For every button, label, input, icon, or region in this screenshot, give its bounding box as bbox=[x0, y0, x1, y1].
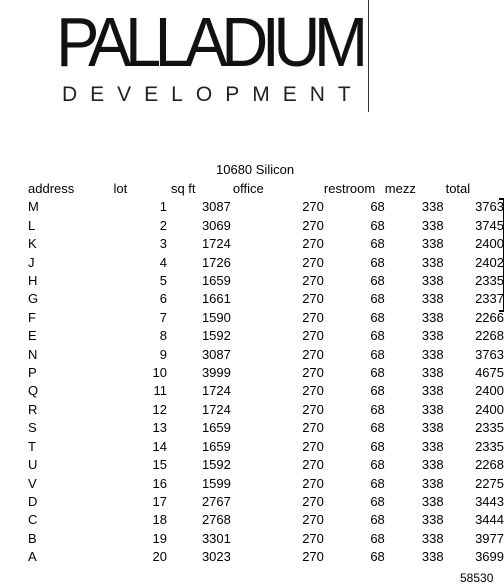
cell-total: 2400 bbox=[475, 383, 504, 399]
cell-sqft: 1659 bbox=[201, 438, 231, 454]
cell-sqft: 3023 bbox=[201, 549, 231, 565]
cell-office: 270 bbox=[302, 309, 324, 325]
cell-lot: 8 bbox=[159, 328, 167, 344]
cell-office: 270 bbox=[302, 254, 324, 270]
cell-restroom: 68 bbox=[370, 438, 385, 454]
logo-divider bbox=[368, 0, 369, 112]
header-address: address bbox=[28, 181, 75, 196]
cell-office: 270 bbox=[302, 236, 324, 252]
cell-restroom: 68 bbox=[370, 309, 385, 325]
cell-lot: 10 bbox=[152, 365, 167, 381]
cell-office: 270 bbox=[302, 328, 324, 344]
cell-restroom: 68 bbox=[370, 365, 385, 381]
cell-sqft: 1590 bbox=[201, 309, 231, 325]
cell-lot: 20 bbox=[152, 549, 167, 565]
header-mezz: mezz bbox=[384, 181, 416, 196]
cell-address: B bbox=[28, 530, 37, 546]
cell-restroom: 68 bbox=[370, 346, 385, 362]
cell-mezz: 338 bbox=[421, 401, 444, 417]
cell-lot: 14 bbox=[152, 438, 167, 454]
cell-total: 3763 bbox=[475, 346, 504, 362]
table-row bbox=[0, 198, 504, 216]
header-sqft: sq ft bbox=[170, 181, 196, 196]
cell-sqft: 1724 bbox=[201, 236, 231, 252]
cell-lot: 4 bbox=[159, 254, 167, 270]
cell-address: Q bbox=[28, 383, 39, 399]
cell-sqft: 1592 bbox=[201, 328, 231, 344]
cell-mezz: 338 bbox=[421, 236, 444, 252]
cell-total: 2337 bbox=[475, 291, 504, 307]
cell-restroom: 68 bbox=[370, 493, 385, 509]
cell-total: 2268 bbox=[475, 457, 504, 473]
cell-address: L bbox=[28, 217, 36, 233]
cell-lot: 16 bbox=[152, 475, 167, 491]
cell-sqft: 3301 bbox=[201, 530, 231, 546]
table-body bbox=[0, 198, 504, 566]
cell-total: 3444 bbox=[475, 512, 504, 528]
cell-address: P bbox=[28, 365, 37, 381]
table-row bbox=[0, 493, 504, 511]
cell-total: 2335 bbox=[475, 273, 504, 289]
cell-total: 3699 bbox=[475, 549, 504, 565]
cell-mezz: 338 bbox=[421, 530, 444, 546]
table-row bbox=[0, 327, 504, 345]
cell-address: N bbox=[28, 346, 38, 362]
cell-address: K bbox=[28, 236, 37, 252]
cell-sqft: 1599 bbox=[201, 475, 231, 491]
cell-restroom: 68 bbox=[370, 291, 385, 307]
cell-office: 270 bbox=[302, 512, 324, 528]
cell-total: 3977 bbox=[475, 530, 504, 546]
cell-total: 3443 bbox=[475, 493, 504, 509]
cell-restroom: 68 bbox=[370, 530, 385, 546]
cell-sqft: 1659 bbox=[201, 273, 231, 289]
cell-lot: 19 bbox=[152, 530, 167, 546]
cell-office: 270 bbox=[302, 549, 324, 565]
header-lot: lot bbox=[113, 181, 128, 196]
header-total: total bbox=[445, 181, 471, 196]
cell-mezz: 338 bbox=[421, 512, 444, 528]
cell-address: G bbox=[28, 291, 39, 307]
cell-address: D bbox=[28, 493, 38, 509]
table-row bbox=[0, 364, 504, 382]
cell-mezz: 338 bbox=[421, 420, 444, 436]
cell-restroom: 68 bbox=[370, 273, 385, 289]
logo-wordmark: PALLADIUM bbox=[56, 3, 362, 81]
cell-office: 270 bbox=[302, 365, 324, 381]
cell-mezz: 338 bbox=[421, 328, 444, 344]
cell-mezz: 338 bbox=[421, 549, 444, 565]
cell-restroom: 68 bbox=[370, 512, 385, 528]
cell-mezz: 338 bbox=[421, 291, 444, 307]
cell-office: 270 bbox=[302, 420, 324, 436]
cell-mezz: 338 bbox=[421, 493, 444, 509]
table-row bbox=[0, 438, 504, 456]
cell-address: U bbox=[28, 457, 38, 473]
grand-total: 58530 bbox=[460, 571, 494, 585]
cell-sqft: 1661 bbox=[201, 291, 231, 307]
table-row bbox=[0, 419, 504, 437]
cell-total: 2335 bbox=[475, 438, 504, 454]
cell-office: 270 bbox=[302, 457, 324, 473]
cell-sqft: 2768 bbox=[201, 512, 231, 528]
cell-office: 270 bbox=[302, 383, 324, 399]
cell-total: 2400 bbox=[475, 401, 504, 417]
cell-office: 270 bbox=[302, 199, 324, 215]
cell-office: 270 bbox=[302, 493, 324, 509]
table-row bbox=[0, 511, 504, 529]
cell-address: J bbox=[28, 254, 35, 270]
cell-office: 270 bbox=[302, 346, 324, 362]
table-row bbox=[0, 382, 504, 400]
cell-office: 270 bbox=[302, 438, 324, 454]
cell-address: S bbox=[28, 420, 37, 436]
cell-restroom: 68 bbox=[370, 199, 385, 215]
cell-address: R bbox=[28, 401, 38, 417]
table-header-row bbox=[0, 180, 504, 198]
cell-sqft: 3087 bbox=[201, 346, 231, 362]
cell-lot: 3 bbox=[159, 236, 167, 252]
cell-mezz: 338 bbox=[421, 365, 444, 381]
cell-office: 270 bbox=[302, 291, 324, 307]
cell-lot: 15 bbox=[152, 457, 167, 473]
cell-mezz: 338 bbox=[421, 273, 444, 289]
cell-address: M bbox=[28, 199, 39, 215]
table-row bbox=[0, 290, 504, 308]
cell-address: V bbox=[28, 475, 37, 491]
cell-restroom: 68 bbox=[370, 549, 385, 565]
cell-total: 4675 bbox=[475, 365, 504, 381]
cell-total: 3763 bbox=[475, 199, 504, 215]
cell-restroom: 68 bbox=[370, 328, 385, 344]
cell-total: 2268 bbox=[475, 328, 504, 344]
cell-mezz: 338 bbox=[421, 309, 444, 325]
cell-restroom: 68 bbox=[370, 254, 385, 270]
cell-lot: 7 bbox=[159, 309, 167, 325]
cell-lot: 5 bbox=[159, 273, 167, 289]
cell-lot: 9 bbox=[159, 346, 167, 362]
logo-subtitle: DEVELOPMENT bbox=[62, 83, 364, 106]
table-row bbox=[0, 456, 504, 474]
units-table bbox=[0, 180, 504, 567]
cell-office: 270 bbox=[302, 530, 324, 546]
cell-lot: 2 bbox=[159, 217, 167, 233]
cell-sqft: 2767 bbox=[201, 493, 231, 509]
cell-office: 270 bbox=[302, 217, 324, 233]
header-restroom: restroom bbox=[323, 181, 376, 196]
cell-office: 270 bbox=[302, 475, 324, 491]
table-row bbox=[0, 475, 504, 493]
cell-sqft: 3087 bbox=[201, 199, 231, 215]
row-group-bracket bbox=[499, 198, 504, 312]
cell-address: A bbox=[28, 549, 37, 565]
table-row bbox=[0, 401, 504, 419]
cell-sqft: 1724 bbox=[201, 383, 231, 399]
cell-address: H bbox=[28, 273, 38, 289]
property-address: 10680 Silicon bbox=[216, 162, 295, 177]
cell-restroom: 68 bbox=[370, 383, 385, 399]
table-row bbox=[0, 235, 504, 253]
table-row bbox=[0, 272, 504, 290]
cell-lot: 13 bbox=[152, 420, 167, 436]
table-row bbox=[0, 309, 504, 327]
cell-mezz: 338 bbox=[421, 199, 444, 215]
table-row bbox=[0, 254, 504, 272]
cell-mezz: 338 bbox=[421, 383, 444, 399]
header-office: office bbox=[232, 181, 264, 196]
cell-office: 270 bbox=[302, 401, 324, 417]
cell-mezz: 338 bbox=[421, 217, 444, 233]
table-row bbox=[0, 530, 504, 548]
cell-address: E bbox=[28, 328, 37, 344]
cell-lot: 17 bbox=[152, 493, 167, 509]
cell-sqft: 3999 bbox=[201, 365, 231, 381]
cell-sqft: 1659 bbox=[201, 420, 231, 436]
cell-restroom: 68 bbox=[370, 457, 385, 473]
cell-lot: 6 bbox=[159, 291, 167, 307]
cell-mezz: 338 bbox=[421, 254, 444, 270]
table-row bbox=[0, 217, 504, 235]
cell-address: F bbox=[28, 309, 36, 325]
cell-sqft: 1726 bbox=[201, 254, 231, 270]
cell-address: C bbox=[28, 512, 38, 528]
cell-sqft: 3069 bbox=[201, 217, 231, 233]
palladium-logo bbox=[56, 3, 366, 112]
cell-total: 2335 bbox=[475, 420, 504, 436]
cell-lot: 12 bbox=[152, 401, 167, 417]
cell-office: 270 bbox=[302, 273, 324, 289]
cell-mezz: 338 bbox=[421, 475, 444, 491]
cell-address: T bbox=[28, 438, 36, 454]
cell-sqft: 1592 bbox=[201, 457, 231, 473]
cell-restroom: 68 bbox=[370, 475, 385, 491]
cell-mezz: 338 bbox=[421, 346, 444, 362]
cell-total: 2400 bbox=[475, 236, 504, 252]
table-row bbox=[0, 548, 504, 566]
cell-total: 2275 bbox=[475, 475, 504, 491]
cell-mezz: 338 bbox=[421, 457, 444, 473]
cell-sqft: 1724 bbox=[201, 401, 231, 417]
cell-restroom: 68 bbox=[370, 420, 385, 436]
cell-restroom: 68 bbox=[370, 236, 385, 252]
cell-mezz: 338 bbox=[421, 438, 444, 454]
cell-total: 2266 bbox=[475, 309, 504, 325]
cell-restroom: 68 bbox=[370, 217, 385, 233]
cell-restroom: 68 bbox=[370, 401, 385, 417]
cell-total: 3745 bbox=[475, 217, 504, 233]
cell-lot: 1 bbox=[159, 199, 167, 215]
cell-total: 2402 bbox=[475, 254, 504, 270]
cell-lot: 18 bbox=[152, 512, 167, 528]
table-row bbox=[0, 346, 504, 364]
cell-lot: 11 bbox=[153, 383, 167, 399]
